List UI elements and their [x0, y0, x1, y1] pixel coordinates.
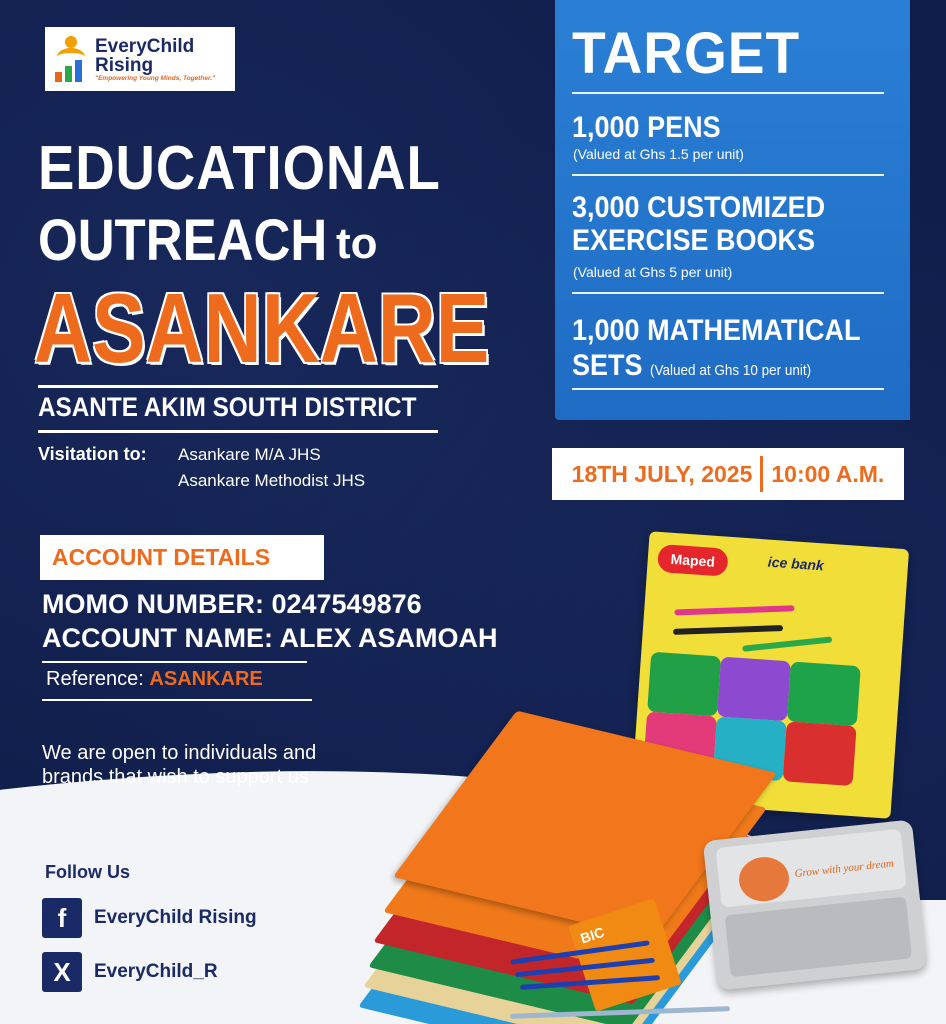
account-name: ACCOUNT NAME: ALEX ASAMOAH	[42, 623, 498, 653]
headline-town: ASANKARE	[34, 273, 490, 383]
target-item-name: 1,000 MATHEMATICAL	[572, 314, 861, 347]
visitation-label: Visitation to:	[38, 444, 147, 464]
reference-value: ASANKARE	[149, 668, 263, 690]
event-date-box	[552, 448, 904, 500]
divider	[42, 699, 312, 701]
headline-line2: OUTREACH	[38, 208, 328, 273]
follow-heading: Follow Us	[45, 862, 130, 882]
support-text: brands that wish to support us	[42, 766, 309, 788]
account-heading-box	[40, 535, 324, 580]
headline-connector: to	[336, 219, 378, 268]
divider	[760, 456, 763, 492]
bic-logo: BIC	[578, 923, 607, 947]
district-name: ASANTE AKIM SOUTH DISTRICT	[38, 392, 417, 422]
target-item-name-row	[572, 350, 811, 387]
facebook-link[interactable]	[42, 898, 257, 938]
reference	[46, 668, 263, 691]
account-heading: ACCOUNT DETAILS	[52, 544, 271, 570]
target-item-name: 3,000 CUSTOMIZED	[572, 191, 826, 224]
divider	[38, 385, 438, 388]
logo-icon	[53, 34, 89, 84]
school-item: Asankare Methodist JHS	[178, 471, 366, 490]
target-item-name: SETS	[572, 349, 643, 382]
divider	[572, 292, 884, 294]
products-image	[340, 540, 946, 1024]
headline-line1: EDUCATIONAL	[38, 134, 441, 203]
divider	[572, 174, 884, 176]
divider	[572, 388, 884, 390]
logo-line2: Rising	[95, 54, 154, 76]
x-link[interactable]	[42, 952, 218, 992]
logo-line1: EveryChild	[95, 35, 195, 57]
event-date: 18TH JULY, 2025	[571, 460, 753, 487]
target-title: TARGET	[572, 21, 801, 86]
target-item-name: 1,000 PENS	[572, 111, 721, 144]
support-text: We are open to individuals and	[42, 742, 317, 764]
target-item-name: EXERCISE BOOKS	[572, 224, 816, 257]
x-handle: EveryChild_R	[94, 961, 218, 982]
divider	[42, 661, 307, 663]
target-item-note: (Valued at Ghs 5 per unit)	[573, 264, 733, 280]
divider	[572, 92, 884, 94]
reference-label: Reference:	[46, 668, 144, 690]
facebook-icon: f	[42, 898, 82, 938]
divider	[38, 430, 438, 433]
logo	[45, 27, 235, 91]
maped-logo: Maped	[657, 544, 729, 577]
target-item-note: (Valued at Ghs 10 per unit)	[650, 362, 812, 379]
x-icon: X	[42, 952, 82, 992]
event-time: 10:00 A.M.	[771, 460, 885, 487]
tree-icon	[737, 855, 791, 904]
math-set-tin	[703, 819, 928, 990]
momo-number: MOMO NUMBER: 0247549876	[42, 589, 422, 619]
facebook-handle: EveryChild Rising	[94, 907, 257, 928]
maped-series: ice bank	[767, 553, 825, 574]
target-item-note: (Valued at Ghs 1.5 per unit)	[573, 146, 744, 162]
logo-tagline: "Empowering Young Minds, Together."	[95, 74, 216, 82]
tin-slogan: Grow with your dream	[794, 857, 895, 880]
school-item: Asankare M/A JHS	[178, 445, 321, 464]
